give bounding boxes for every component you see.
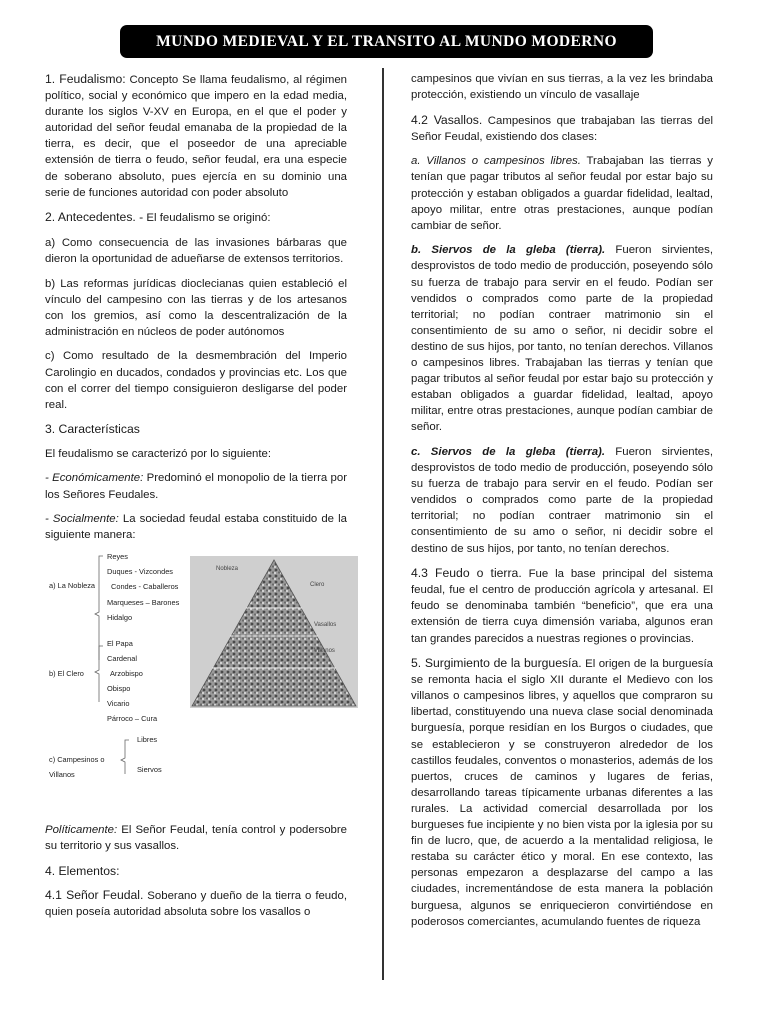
- text-villanos: Trabajaban las tierras y tenían que pagar tributos al señor feudal por estar bajo su protección y estaban obligados a guardar fidelidad, lealtad, apoyo militar, entre otras prestaciones, aunque podían cambiar de señor.: [411, 155, 713, 232]
- clero-item: Párroco – Cura: [107, 713, 158, 723]
- socialmente: [45, 511, 347, 543]
- label-villanos: Villanos: [49, 769, 75, 779]
- clero-item: Vicario: [107, 698, 130, 708]
- heading-siervos-b: b. Siervos de la gleba (tierra).: [411, 244, 606, 257]
- heading-economicamente: - Económicamente:: [45, 472, 144, 485]
- senor-feudal: [45, 887, 347, 920]
- antecedente-a: a) Como consecuencia de las invasiones bárbaras que dieron la oportunidad de adueñarse de extensos territorios.: [45, 236, 347, 265]
- caracteristicas-intro: El feudalismo se caracterizó por lo siguiente:: [45, 447, 272, 460]
- feudo: [411, 565, 713, 646]
- heading-feudalismo: 1. Feudalismo:: [45, 72, 126, 86]
- label-clero: b) El Clero: [49, 668, 84, 678]
- politicamente: [45, 822, 347, 854]
- pyramid-label: Vasallos: [314, 621, 337, 628]
- heading-antecedentes: 2. Antecedentes. -: [45, 210, 144, 225]
- pyramid-illustration: [190, 556, 358, 708]
- text-vasallos: Campesinos que trabajaban las tierras del Señor Feudal, existiendo dos clases:: [411, 114, 713, 143]
- pyramid-label: Villanos: [314, 647, 335, 654]
- campesinos-item: Libres: [137, 734, 158, 744]
- villanos: [411, 153, 713, 233]
- text-antecedentes: El feudalismo se originó:: [143, 212, 271, 225]
- burguesia: [411, 655, 713, 930]
- text-burguesia: El origen de la burguesía se remonta hacia el siglo XII durante el Medievo con los villanos o campesinos libres, y aquellos que compraron su libertad, constituyendo una nueva clase social denominada burguesía, porque residían en los Burgos o ciudades, que se establecieron y se construyeron alrededor de los castillos feudales, conventos o monasterios, además de los puertos, cruces de caminos y lugares de ferias, desarrollando tareas típicamente urbanas diferentes a las rurales. La actividad comercial desarrollada por los burgueses fue incipiente y no bien vista por la iglesia por su fin de lucro, que, de acuerdo a la mentalidad religiosa, le restaba su carácter ético y moral. En ese contexto, las personas empezaron a desplazarse del campo a las ciudades, incrementándose de esta manera la población burguesa, algunos se enriquecieron convirtiéndose en poderosos comerciantes, acumulando fuentes de riqueza: [411, 658, 713, 928]
- nobleza-item: Marqueses – Barones: [107, 597, 180, 607]
- label-campesinos: c) Campesinos o: [49, 754, 105, 764]
- nobleza-item: Condes - Caballeros: [111, 581, 179, 591]
- vasallos: [411, 112, 713, 145]
- page-title: MUNDO MEDIEVAL Y EL TRANSITO AL MUNDO MODERNO: [120, 25, 653, 58]
- antecedente-c: c) Como resultado de la desmembración del Imperio Carolingio en ducados, condados y provincias etc. Los que con el correr del tiempo consiguieron desligarse del poder real.: [45, 350, 347, 411]
- siervos-b: [411, 242, 713, 435]
- heading-caracteristicas: 3. Características: [45, 422, 140, 437]
- heading-siervos-c: c. Siervos de la gleba (tierra).: [411, 445, 605, 458]
- feudal-pyramid-image: [190, 556, 358, 708]
- text-politicamente: El Señor Feudal, tenía control y podersobre su territorio y sus vasallos.: [45, 823, 347, 852]
- nobleza-item: Reyes: [107, 551, 128, 561]
- right-column: [411, 71, 713, 938]
- pyramid-label: Nobleza: [216, 565, 239, 572]
- clero-item: El Papa: [107, 638, 133, 648]
- antecedente-b: b) Las reformas jurídicas dioclecianas quien estableció el vínculo del campesino con las tierras y de los artesanos con los gremios, así como la descentralización de la administración en núcleos de poder autónomos: [45, 277, 347, 338]
- continuacion-senor-feudal: campesinos que vivían en sus tierras, a la vez les brindaba protección, existiendo un vínculo de vasallaje: [411, 73, 713, 102]
- heading-senor-feudal: 4.1 Señor Feudal.: [45, 888, 144, 903]
- heading-socialmente: - Socialmente:: [45, 513, 119, 526]
- clero-item: Cardenal: [107, 653, 137, 663]
- text-economicamente: Predominó el monopolio de la tierra por los Señores Feudales.: [45, 472, 347, 501]
- heading-elementos: 4. Elementos:: [45, 863, 120, 878]
- heading-villanos: a. Villanos o campesinos libres.: [411, 155, 581, 168]
- heading-vasallos: 4.2 Vasallos.: [411, 112, 483, 127]
- campesinos-item: Siervos: [137, 764, 162, 774]
- heading-politicamente: Políticamente:: [45, 823, 118, 836]
- nobleza-item: Hidalgo: [107, 612, 133, 622]
- text-siervos-b: Fueron sirvientes, desprovistos de todo medio de producción, poseyendo sólo su fuerza de trabajo para servir en el feudo. Podían ser vendidos o comprados como parte de la propiedad territorial; no podían contraer matrimonio sin el consentimiento de su amo o señor, ni decidir sobre el destino de sus hijos, por tanto, no tenían derechos. Villanos o campesinos libres. Trabajaban las tierras y tenían que pagar tributos al señor feudal por estar bajo su protección y estaban obligados a guardar fidelidad, lealtad, apoyo militar, entre otras prestaciones, aunque podían cambiar de señor.: [411, 244, 713, 434]
- siervos-c: [411, 444, 713, 557]
- left-column: [45, 71, 347, 929]
- nobleza-item: Duques - Vizcondes: [107, 566, 174, 576]
- feudal-society-diagram: [43, 552, 347, 814]
- text-feudo: Fue la base principal del sistema feudal, fue el centro de producción agrícola y artesanal. El feudo se denominaba también “beneficio”, que era una extensión de tierra cuya dimensión variaba, algunos eran tan grandes parecidos a nuestras regiones o provincias.: [411, 568, 714, 645]
- text-feudalismo: Concepto Se llama feudalismo, al régimen político, social y económico que impero en la edad media, durante los siglos V-XV en Europa, en el que el poder y autoridad del señor feudal emanaba de la propiedad de la tierra, es decir, que el poseedor de una apreciable extensión de tierra o feudo, señor feudal, era una especie de soberano absoluto, pues ejercía en su dominio una serie de funciones autoridad con poder absoluto: [45, 74, 348, 199]
- text-socialmente: La sociedad feudal estaba constituido de la siguiente manera:: [45, 513, 347, 542]
- heading-feudo: 4.3 Feudo o tierra.: [411, 566, 522, 581]
- economicamente: [45, 470, 347, 502]
- clero-item: Arzobispo: [110, 668, 143, 678]
- text-senor-feudal: Soberano y dueño de la tierra o feudo, quien poseía autoridad absoluta sobre los vasallos o: [45, 890, 347, 919]
- section-antecedentes: [45, 209, 347, 226]
- text-siervos-c: Fueron sirvientes, desprovistos de todo medio de producción, poseyendo sólo su fuerza de trabajo para servir en el feudo. Podían ser vendidos o comprados como parte de la propiedad territorial; no podían contraer matrimonio sin el consentimiento de su amo o señor, ni decidir sobre el destino de sus hijos, por tanto, no tenían derechos.: [411, 445, 713, 555]
- clero-item: Obispo: [107, 683, 131, 693]
- label-nobleza: a) La Nobleza: [49, 580, 96, 590]
- heading-burguesia: 5. Surgimiento de la burguesía.: [411, 656, 582, 671]
- pyramid-label: Clero: [310, 581, 325, 588]
- column-divider: [382, 68, 384, 980]
- section-feudalismo: [45, 71, 347, 201]
